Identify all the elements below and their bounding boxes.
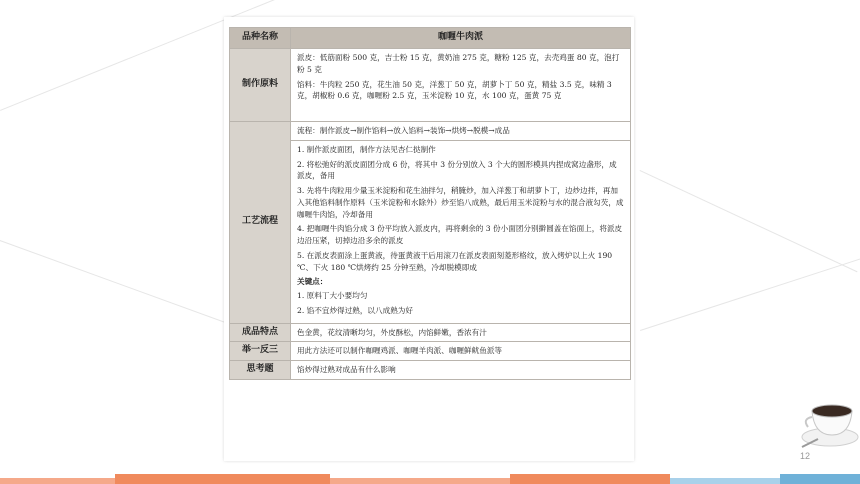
footer-bar <box>115 474 330 484</box>
extend-text: 用此方法还可以制作咖喱鸡派、咖喱羊肉派、咖喱鲜鱿鱼派等 <box>291 342 631 361</box>
table-row <box>230 361 631 380</box>
row-label-features: 成品特点 <box>230 323 291 342</box>
process-step: 4. 把咖喱牛肉馅分成 3 份平均放入派皮内，再将剩余的 3 份小面团分别擀圆盖在馅面上，将派皮边沿压紧，切掉边沿多余的派皮 <box>297 224 623 246</box>
process-cell <box>291 122 631 324</box>
footer-color-bars <box>0 472 860 484</box>
table-row <box>230 122 631 324</box>
footer-bar <box>780 474 860 484</box>
key-point: 1. 原料丁大小要均匀 <box>297 291 368 301</box>
row-label-extend: 举一反三 <box>230 342 291 361</box>
header-variety-label: 品种名称 <box>230 28 291 49</box>
features-text: 色金黄，花纹清晰均匀，外皮酥松，内馅鲜嫩，香浓有汁 <box>291 323 631 342</box>
footer-bar <box>330 478 510 484</box>
key-points-title: 关键点： <box>297 277 328 287</box>
page-number: 12 <box>800 451 811 461</box>
background-decoration <box>640 256 860 331</box>
row-label-process: 工艺流程 <box>230 122 291 324</box>
table-row <box>230 49 631 122</box>
footer-bar <box>670 478 780 484</box>
footer-bar <box>0 478 115 484</box>
filling-ingredients: 馅料：牛肉粒 250 克，花生油 50 克，洋葱丁 50 克，胡萝卜丁 50 克，精盐 3.5 克，味精 3 克，胡椒粉 0.6 克，咖喱粉 2.5 克，玉米淀粉 10 克，水 100 克，蛋黄 75 克 <box>297 79 612 101</box>
process-step: 3. 先将牛肉粒用少量玉米淀粉和花生油拌匀，稍腌炒，加入洋葱丁和胡萝卜丁，边炒边拌，再加入其他馅料制作原料（玉米淀粉和水除外）炒至馅八成熟，最后用玉米淀粉与水的混合液勾芡，成咖喱牛肉馅，冷却备用 <box>297 186 624 219</box>
recipe-table <box>229 27 631 380</box>
pastry-ingredients: 派皮：低筋面粉 500 克，吉士粉 15 克，黄奶油 275 克，糖粉 125 克，去壳鸡蛋 80 克，泡打粉 5 克 <box>297 53 620 74</box>
header-dish-name: 咖喱牛肉派 <box>291 28 631 49</box>
row-label-ingredients: 制作原料 <box>230 49 291 122</box>
table-row <box>230 323 631 342</box>
key-point: 2. 馅不宜炒得过熟，以八成熟为好 <box>297 305 413 315</box>
process-step: 5. 在派皮表面涂上蛋黄液，待蛋黄液干后用滚刀在派皮表面刻菱形格纹，放入烤炉以上火 190 ℃、下火 180 ℃烘烤约 25 分钟至熟，冷却脱模即成 <box>297 250 613 272</box>
process-flow: 流程：制作派皮→制作馅料→放入馅料→装饰→烘烤→脱模→成品 <box>291 122 630 141</box>
footer-bar <box>510 474 670 484</box>
background-decoration <box>640 170 858 272</box>
coffee-cup-icon <box>798 389 860 451</box>
table-header-row <box>230 28 631 49</box>
think-text: 馅炒得过熟对成品有什么影响 <box>291 361 631 380</box>
process-step: 1. 制作派皮面团，制作方法见杏仁挞制作 <box>297 144 436 154</box>
process-step: 2. 将松弛好的派皮面团分成 6 份，将其中 3 份分别放入 3 个大的圆形模具内捏成窝边盏形，成派皮，备用 <box>297 159 617 181</box>
row-label-think: 思考题 <box>230 361 291 380</box>
table-row <box>230 342 631 361</box>
ingredients-cell <box>291 49 631 122</box>
